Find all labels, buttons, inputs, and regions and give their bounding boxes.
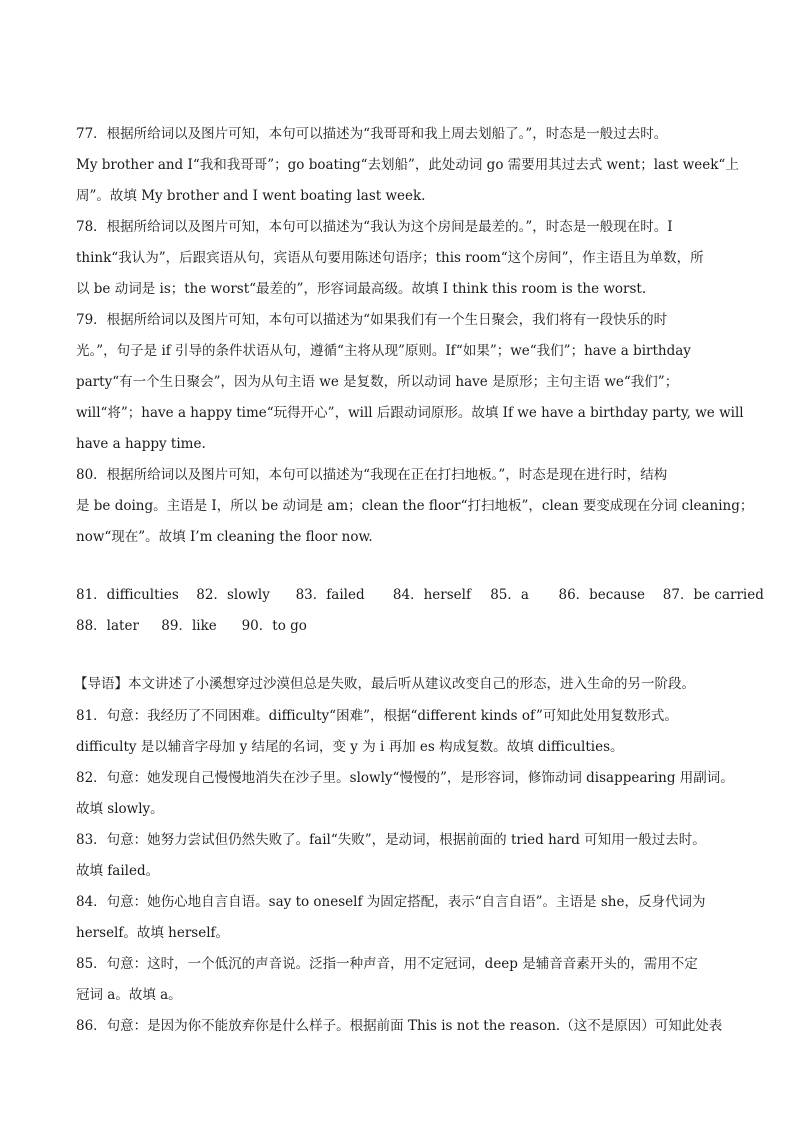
answer-key-row [76,616,307,636]
text-line: 周”。故填 My brother and I went boating last week. [76,188,426,204]
text-line: 冠词 a。故填 a。 [76,987,182,1003]
text-line: will“将”；have a happy time“玩得开心”，will 后跟动词原形。故填 If we have a birthday party, we will [76,405,744,421]
text-line: 光。”，句子是 if 引导的条件状语从句，遵循“主将从现”原则。If“如果”；we“我们”；have a birthday [76,343,691,359]
text-line: 故填 failed。 [76,863,160,879]
text-line: 故填 slowly。 [76,801,164,817]
text-line: have a happy time. [76,436,206,452]
answer-item: 88．later [76,618,139,634]
text-line: 以 be 动词是 is；the worst“最差的”，形容词最高级。故填 I think this room is the worst. [76,281,647,297]
text-line: 85．句意：这时，一个低沉的声音说。泛指一种声音，用不定冠词，deep 是辅音音素开头的，需用不定 [76,956,698,972]
text-line: My brother and I“我和我哥哥”；go boating“去划船”，此处动词 go 需要用其过去式 went；last week“上 [76,157,739,173]
text-line: think“我认为”，后跟宾语从句，宾语从句要用陈述句语序；this room“这个房间”，作主语且为单数，所 [76,250,704,266]
text-line: 79．根据所给词以及图片可知，本句可以描述为“如果我们有一个生日聚会，我们将有一段快乐的时 [76,312,668,328]
text-line: 83．句意：她努力尝试但仍然失败了。fail“失败”，是动词，根据前面的 tried hard 可知用一般过去时。 [76,832,706,848]
answer-item: 81．difficulties [76,587,179,603]
answer-item: 84．herself [392,587,471,603]
text-line: now“现在”。故填 I’m cleaning the floor now. [76,529,373,545]
answer-item: 82．slowly [196,587,270,603]
answer-item: 87．be carried [662,587,764,603]
text-line: 81．句意：我经历了不同困难。difficulty“困难”，根据“different kinds of”可知此处用复数形式。 [76,708,678,724]
text-line: 80．根据所给词以及图片可知，本句可以描述为“我现在正在打扫地板。”，时态是现在进行时，结构 [76,467,668,483]
answer-key-row [76,585,764,605]
answer-item: 89．like [161,618,217,634]
answer-item: 83．failed [295,587,365,603]
text-line: 78．根据所给词以及图片可知，本句可以描述为“我认为这个房间是最差的。”，时态是一般现在时。I [76,219,673,235]
text-line: herself。故填 herself。 [76,925,230,941]
answer-item: 90．to go [241,618,307,634]
text-line: 是 be doing。主语是 I，所以 be 动词是 am；clean the floor“打扫地板”，clean 要变成现在分词 cleaning； [76,498,754,514]
text-line: 86．句意：是因为你不能放弃你是什么样子。根据前面 This is not the reason.（这不是原因）可知此处表 [76,1018,723,1034]
text-line: 82．句意：她发现自己慢慢地消失在沙子里。slowly“慢慢的”，是形容词，修饰动词 disappearing 用副词。 [76,770,734,786]
answer-item: 86．because [558,587,646,603]
text-line: 84．句意：她伤心地自言自语。say to oneself 为固定搭配，表示“自言自语”。主语是 she，反身代词为 [76,894,706,910]
answer-item: 85．a [490,587,529,603]
text-line: party“有一个生日聚会”，因为从句主语 we 是复数，所以动词 have 是原形；主句主语 we“我们”； [76,374,679,390]
text-line: difficulty 是以辅音字母加 y 结尾的名词，变 y 为 i 再加 es 构成复数。故填 difficulties。 [76,739,624,755]
text-line: 【导语】本文讲述了小溪想穿过沙漠但总是失败，最后听从建议改变自己的形态，进入生命的另一阶段。 [74,676,695,692]
text-line: 77．根据所给词以及图片可知，本句可以描述为“我哥哥和我上周去划船了。”，时态是一般过去时。 [76,126,668,142]
